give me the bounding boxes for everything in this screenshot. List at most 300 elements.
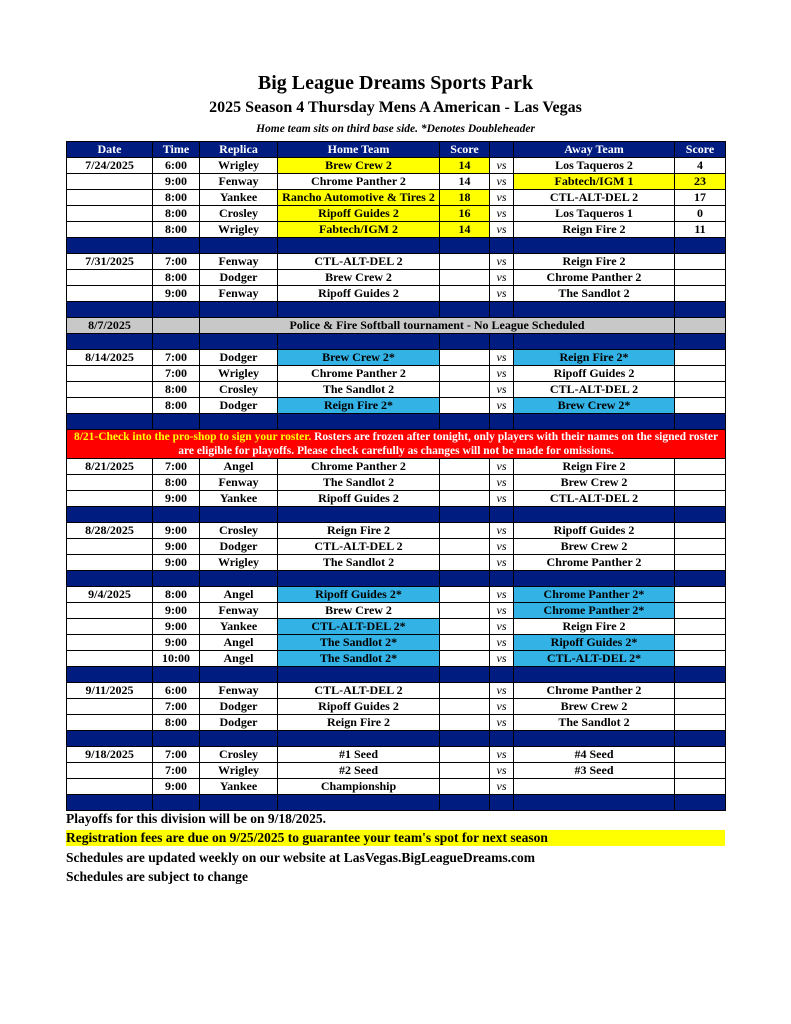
- separator-cell: [440, 334, 490, 350]
- field-cell: Wrigley: [200, 222, 278, 238]
- vs-cell: vs: [490, 190, 514, 206]
- col-header-away-score: Score: [675, 142, 726, 158]
- date-cell: [67, 190, 153, 206]
- game-row: [67, 651, 726, 667]
- week-separator: [67, 302, 726, 318]
- separator-cell: [490, 795, 514, 811]
- field-cell: Wrigley: [200, 555, 278, 571]
- separator-cell: [675, 414, 726, 430]
- field-cell: Angel: [200, 635, 278, 651]
- vs-cell: vs: [490, 715, 514, 731]
- time-cell: 9:00: [153, 539, 200, 555]
- away-team-cell: Reign Fire 2: [514, 459, 675, 475]
- field-cell: Crosley: [200, 206, 278, 222]
- time-cell: 10:00: [153, 651, 200, 667]
- away-team-cell: Chrome Panther 2*: [514, 603, 675, 619]
- separator-cell: [675, 302, 726, 318]
- vs-cell: vs: [490, 587, 514, 603]
- game-row: [67, 587, 726, 603]
- vs-cell: vs: [490, 651, 514, 667]
- field-cell: Fenway: [200, 475, 278, 491]
- separator-cell: [278, 731, 440, 747]
- vs-cell: vs: [490, 683, 514, 699]
- vs-cell: vs: [490, 747, 514, 763]
- time-cell: [153, 318, 200, 334]
- away-score-cell: [675, 382, 726, 398]
- vs-cell: vs: [490, 286, 514, 302]
- away-team-cell: Chrome Panther 2*: [514, 587, 675, 603]
- home-score-cell: [440, 270, 490, 286]
- home-team-cell: Ripoff Guides 2: [278, 699, 440, 715]
- col-header-away-team: Away Team: [514, 142, 675, 158]
- away-team-cell: Brew Crew 2*: [514, 398, 675, 414]
- away-score-cell: [675, 699, 726, 715]
- field-cell: Fenway: [200, 603, 278, 619]
- away-score-cell: [675, 254, 726, 270]
- separator-cell: [514, 334, 675, 350]
- date-cell: [67, 779, 153, 795]
- week-separator: [67, 731, 726, 747]
- separator-cell: [153, 795, 200, 811]
- vs-cell: vs: [490, 763, 514, 779]
- away-team-cell: Chrome Panther 2: [514, 270, 675, 286]
- schedule-body: [67, 142, 726, 811]
- field-cell: Wrigley: [200, 158, 278, 174]
- time-cell: 7:00: [153, 763, 200, 779]
- separator-cell: [675, 667, 726, 683]
- vs-cell: vs: [490, 619, 514, 635]
- col-header-home-score: Score: [440, 142, 490, 158]
- time-cell: 9:00: [153, 603, 200, 619]
- home-score-cell: [440, 715, 490, 731]
- home-score-cell: [440, 683, 490, 699]
- away-score-cell: [675, 619, 726, 635]
- home-score-cell: [440, 555, 490, 571]
- home-team-cell: CTL-ALT-DEL 2: [278, 683, 440, 699]
- time-cell: 8:00: [153, 715, 200, 731]
- game-row: [67, 539, 726, 555]
- game-row: [67, 350, 726, 366]
- game-row: [67, 619, 726, 635]
- game-row: [67, 366, 726, 382]
- time-cell: 9:00: [153, 174, 200, 190]
- home-score-cell: [440, 539, 490, 555]
- away-team-cell: Ripoff Guides 2: [514, 523, 675, 539]
- away-team-cell: Ripoff Guides 2: [514, 366, 675, 382]
- away-score-cell: [675, 603, 726, 619]
- separator-cell: [440, 507, 490, 523]
- date-cell: 8/28/2025: [67, 523, 153, 539]
- no-league-row: [67, 318, 726, 334]
- game-row: [67, 715, 726, 731]
- separator-cell: [200, 667, 278, 683]
- home-team-cell: Chrome Panther 2: [278, 459, 440, 475]
- away-team-cell: Brew Crew 2: [514, 475, 675, 491]
- game-row: [67, 747, 726, 763]
- game-row: [67, 382, 726, 398]
- separator-cell: [153, 731, 200, 747]
- separator-cell: [200, 238, 278, 254]
- game-row: [67, 779, 726, 795]
- separator-cell: [514, 795, 675, 811]
- home-team-cell: Chrome Panther 2: [278, 366, 440, 382]
- time-cell: 7:00: [153, 459, 200, 475]
- away-score-cell: [675, 459, 726, 475]
- separator-cell: [514, 507, 675, 523]
- field-cell: Yankee: [200, 491, 278, 507]
- date-cell: [67, 222, 153, 238]
- time-cell: 9:00: [153, 491, 200, 507]
- home-team-cell: Championship: [278, 779, 440, 795]
- away-team-cell: Reign Fire 2: [514, 254, 675, 270]
- vs-cell: vs: [490, 779, 514, 795]
- away-score-cell: 0: [675, 206, 726, 222]
- separator-cell: [675, 571, 726, 587]
- vs-cell: vs: [490, 382, 514, 398]
- week-separator: [67, 795, 726, 811]
- away-score-cell: [675, 475, 726, 491]
- away-score-cell: [675, 286, 726, 302]
- home-score-cell: [440, 350, 490, 366]
- separator-cell: [440, 238, 490, 254]
- game-row: [67, 763, 726, 779]
- date-cell: 9/4/2025: [67, 587, 153, 603]
- away-score-cell: [675, 635, 726, 651]
- page-subtitle: 2025 Season 4 Thursday Mens A American - Las Vegas: [209, 99, 582, 116]
- separator-cell: [490, 571, 514, 587]
- home-team-cell: Ripoff Guides 2: [278, 286, 440, 302]
- vs-cell: vs: [490, 475, 514, 491]
- home-team-cell: Reign Fire 2*: [278, 398, 440, 414]
- game-row: [67, 398, 726, 414]
- separator-cell: [153, 414, 200, 430]
- home-score-cell: 16: [440, 206, 490, 222]
- separator-cell: [200, 414, 278, 430]
- separator-cell: [200, 334, 278, 350]
- time-cell: 6:00: [153, 158, 200, 174]
- separator-cell: [67, 667, 153, 683]
- date-cell: [67, 715, 153, 731]
- game-row: [67, 190, 726, 206]
- away-score-cell: 17: [675, 190, 726, 206]
- separator-cell: [440, 795, 490, 811]
- vs-cell: vs: [490, 350, 514, 366]
- home-team-cell: CTL-ALT-DEL 2: [278, 254, 440, 270]
- away-team-cell: Ripoff Guides 2*: [514, 635, 675, 651]
- field-cell: Dodger: [200, 398, 278, 414]
- separator-cell: [278, 571, 440, 587]
- home-team-cell: Brew Crew 2: [278, 270, 440, 286]
- date-cell: 8/7/2025: [67, 318, 153, 334]
- separator-cell: [514, 571, 675, 587]
- vs-cell: vs: [490, 603, 514, 619]
- game-row: [67, 206, 726, 222]
- separator-cell: [153, 571, 200, 587]
- separator-cell: [153, 238, 200, 254]
- time-cell: 8:00: [153, 475, 200, 491]
- away-score-cell: 4: [675, 158, 726, 174]
- home-team-cell: Brew Crew 2: [278, 158, 440, 174]
- home-score-cell: [440, 475, 490, 491]
- date-cell: [67, 286, 153, 302]
- separator-cell: [67, 507, 153, 523]
- table-header-row: [67, 142, 726, 158]
- game-row: [67, 475, 726, 491]
- date-cell: 7/24/2025: [67, 158, 153, 174]
- separator-cell: [153, 667, 200, 683]
- home-team-cell: #1 Seed: [278, 747, 440, 763]
- separator-cell: [490, 302, 514, 318]
- time-cell: 9:00: [153, 779, 200, 795]
- home-score-cell: 14: [440, 174, 490, 190]
- home-score-cell: [440, 523, 490, 539]
- away-score-cell: [675, 270, 726, 286]
- date-cell: [67, 206, 153, 222]
- field-cell: Wrigley: [200, 366, 278, 382]
- home-score-cell: [440, 286, 490, 302]
- home-team-cell: Reign Fire 2: [278, 715, 440, 731]
- website-note: Schedules are updated weekly on our website at LasVegas.BigLeagueDreams.com: [66, 850, 536, 865]
- time-cell: 8:00: [153, 587, 200, 603]
- separator-cell: [153, 334, 200, 350]
- away-team-cell: Fabtech/IGM 1: [514, 174, 675, 190]
- home-team-cell: The Sandlot 2: [278, 475, 440, 491]
- away-team-cell: CTL-ALT-DEL 2*: [514, 651, 675, 667]
- separator-cell: [440, 302, 490, 318]
- field-cell: Angel: [200, 459, 278, 475]
- time-cell: 9:00: [153, 286, 200, 302]
- separator-cell: [675, 507, 726, 523]
- col-header-time: Time: [153, 142, 200, 158]
- col-header-date: Date: [67, 142, 153, 158]
- home-team-cell: Brew Crew 2*: [278, 350, 440, 366]
- game-row: [67, 270, 726, 286]
- field-cell: Dodger: [200, 715, 278, 731]
- field-cell: Angel: [200, 651, 278, 667]
- separator-cell: [490, 507, 514, 523]
- roster-notice-row: [67, 430, 726, 459]
- time-cell: 9:00: [153, 635, 200, 651]
- game-row: [67, 174, 726, 190]
- separator-cell: [200, 795, 278, 811]
- date-cell: [67, 635, 153, 651]
- separator-cell: [514, 667, 675, 683]
- game-row: [67, 286, 726, 302]
- date-cell: [67, 603, 153, 619]
- away-team-cell: CTL-ALT-DEL 2: [514, 491, 675, 507]
- vs-cell: vs: [490, 491, 514, 507]
- time-cell: 7:00: [153, 699, 200, 715]
- field-cell: Fenway: [200, 174, 278, 190]
- vs-cell: vs: [490, 555, 514, 571]
- game-row: [67, 555, 726, 571]
- away-score-cell: [675, 747, 726, 763]
- away-score-cell: [675, 366, 726, 382]
- away-team-cell: #3 Seed: [514, 763, 675, 779]
- home-team-cell: The Sandlot 2: [278, 382, 440, 398]
- separator-cell: [278, 334, 440, 350]
- home-score-cell: [440, 747, 490, 763]
- away-team-cell: Reign Fire 2: [514, 222, 675, 238]
- away-score-cell: 11: [675, 222, 726, 238]
- separator-cell: [67, 571, 153, 587]
- away-team-cell: Reign Fire 2*: [514, 350, 675, 366]
- away-team-cell: CTL-ALT-DEL 2: [514, 190, 675, 206]
- separator-cell: [67, 302, 153, 318]
- home-team-cell: Brew Crew 2: [278, 603, 440, 619]
- home-score-cell: [440, 779, 490, 795]
- field-cell: Crosley: [200, 382, 278, 398]
- away-team-cell: CTL-ALT-DEL 2: [514, 382, 675, 398]
- separator-cell: [490, 731, 514, 747]
- away-team-cell: The Sandlot 2: [514, 715, 675, 731]
- separator-cell: [278, 238, 440, 254]
- vs-cell: vs: [490, 270, 514, 286]
- no-league-message: Police & Fire Softball tournament - No League Scheduled: [200, 318, 675, 334]
- game-row: [67, 635, 726, 651]
- away-score-cell: [675, 350, 726, 366]
- home-score-cell: [440, 635, 490, 651]
- separator-cell: [278, 795, 440, 811]
- separator-cell: [675, 731, 726, 747]
- away-team-cell: Los Taqueros 2: [514, 158, 675, 174]
- home-score-cell: [440, 763, 490, 779]
- week-separator: [67, 414, 726, 430]
- separator-cell: [278, 667, 440, 683]
- separator-cell: [153, 507, 200, 523]
- vs-cell: vs: [490, 398, 514, 414]
- home-score-cell: [440, 699, 490, 715]
- game-row: [67, 491, 726, 507]
- away-team-cell: The Sandlot 2: [514, 286, 675, 302]
- vs-cell: vs: [490, 699, 514, 715]
- week-separator: [67, 571, 726, 587]
- field-cell: Dodger: [200, 350, 278, 366]
- date-cell: [67, 619, 153, 635]
- separator-cell: [675, 795, 726, 811]
- vs-cell: vs: [490, 366, 514, 382]
- separator-cell: [675, 238, 726, 254]
- home-score-cell: [440, 398, 490, 414]
- home-score-cell: [440, 254, 490, 270]
- away-score-cell: [675, 779, 726, 795]
- away-team-cell: Brew Crew 2: [514, 699, 675, 715]
- field-cell: Dodger: [200, 270, 278, 286]
- away-team-cell: Los Taqueros 1: [514, 206, 675, 222]
- date-cell: 8/14/2025: [67, 350, 153, 366]
- time-cell: 9:00: [153, 555, 200, 571]
- time-cell: 7:00: [153, 350, 200, 366]
- vs-cell: vs: [490, 174, 514, 190]
- home-score-cell: [440, 366, 490, 382]
- home-team-cell: Rancho Automotive & Tires 2: [278, 190, 440, 206]
- home-team-cell: The Sandlot 2*: [278, 635, 440, 651]
- date-cell: 7/31/2025: [67, 254, 153, 270]
- col-header-home-team: Home Team: [278, 142, 440, 158]
- separator-cell: [278, 414, 440, 430]
- vs-cell: vs: [490, 539, 514, 555]
- away-score-cell: [675, 318, 726, 334]
- separator-cell: [200, 731, 278, 747]
- separator-cell: [440, 667, 490, 683]
- vs-cell: vs: [490, 158, 514, 174]
- home-score-cell: [440, 491, 490, 507]
- home-team-cell: The Sandlot 2: [278, 555, 440, 571]
- separator-cell: [514, 414, 675, 430]
- away-team-cell: Chrome Panther 2: [514, 683, 675, 699]
- date-cell: [67, 651, 153, 667]
- date-cell: [67, 555, 153, 571]
- vs-cell: vs: [490, 206, 514, 222]
- home-team-cell: CTL-ALT-DEL 2*: [278, 619, 440, 635]
- week-separator: [67, 334, 726, 350]
- roster-notice: [67, 430, 726, 459]
- game-row: [67, 699, 726, 715]
- week-separator: [67, 667, 726, 683]
- vs-cell: vs: [490, 523, 514, 539]
- separator-cell: [200, 302, 278, 318]
- home-team-cell: The Sandlot 2*: [278, 651, 440, 667]
- home-score-cell: 14: [440, 222, 490, 238]
- away-team-cell: Brew Crew 2: [514, 539, 675, 555]
- date-cell: [67, 270, 153, 286]
- separator-cell: [153, 302, 200, 318]
- field-cell: Yankee: [200, 779, 278, 795]
- game-row: [67, 683, 726, 699]
- separator-cell: [490, 414, 514, 430]
- date-cell: [67, 382, 153, 398]
- away-score-cell: [675, 587, 726, 603]
- separator-cell: [67, 238, 153, 254]
- separator-cell: [67, 795, 153, 811]
- week-separator: [67, 507, 726, 523]
- time-cell: 7:00: [153, 747, 200, 763]
- separator-cell: [490, 667, 514, 683]
- time-cell: 7:00: [153, 254, 200, 270]
- date-cell: [67, 491, 153, 507]
- change-note: Schedules are subject to change: [66, 869, 248, 884]
- away-score-cell: [675, 651, 726, 667]
- home-team-cell: Ripoff Guides 2*: [278, 587, 440, 603]
- separator-cell: [675, 334, 726, 350]
- home-score-cell: [440, 603, 490, 619]
- home-team-cell: CTL-ALT-DEL 2: [278, 539, 440, 555]
- away-score-cell: [675, 491, 726, 507]
- vs-cell: vs: [490, 254, 514, 270]
- time-cell: 8:00: [153, 398, 200, 414]
- away-team-cell: Reign Fire 2: [514, 619, 675, 635]
- game-row: [67, 523, 726, 539]
- game-row: [67, 158, 726, 174]
- week-separator: [67, 238, 726, 254]
- date-cell: [67, 763, 153, 779]
- home-score-cell: [440, 459, 490, 475]
- date-cell: [67, 398, 153, 414]
- home-team-cell: Ripoff Guides 2: [278, 206, 440, 222]
- home-team-cell: Reign Fire 2: [278, 523, 440, 539]
- away-score-cell: [675, 398, 726, 414]
- separator-cell: [278, 302, 440, 318]
- field-cell: Fenway: [200, 286, 278, 302]
- home-score-cell: 14: [440, 158, 490, 174]
- vs-cell: vs: [490, 635, 514, 651]
- time-cell: 8:00: [153, 222, 200, 238]
- date-cell: [67, 475, 153, 491]
- separator-cell: [278, 507, 440, 523]
- field-cell: Fenway: [200, 254, 278, 270]
- separator-cell: [490, 238, 514, 254]
- roster-notice-warning: 8/21-Check into the pro-shop to sign your roster.: [73, 431, 312, 443]
